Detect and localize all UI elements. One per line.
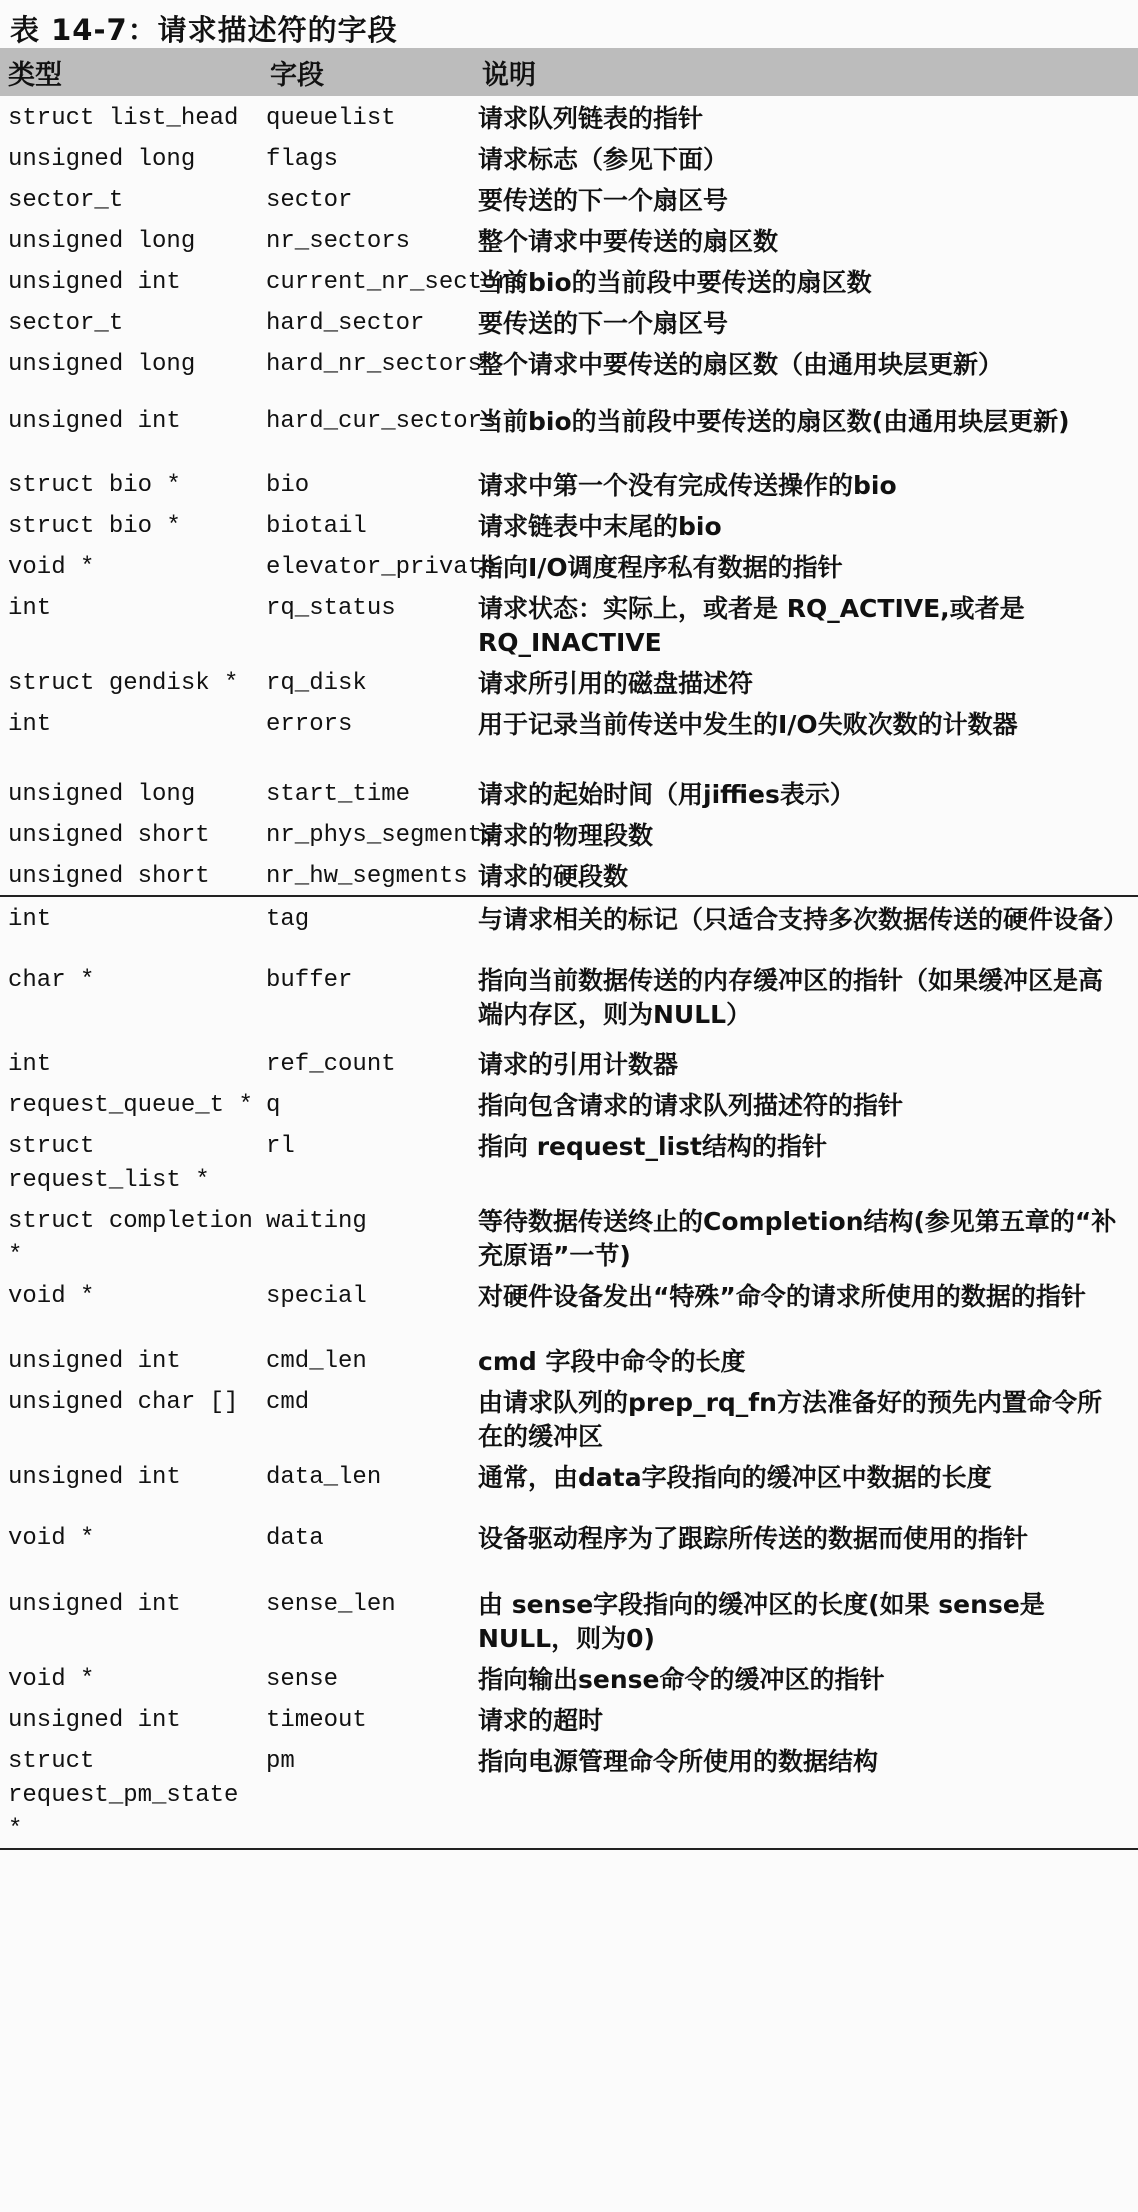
field-cell: ref_count bbox=[266, 1051, 396, 1078]
type-cell: unsigned short bbox=[8, 822, 210, 849]
desc-cell: 整个请求中要传送的扇区数 bbox=[478, 227, 779, 256]
desc-cell: 请求状态：实际上，或者是 RQ_ACTIVE,或者是 RQ_INACTIVE bbox=[478, 594, 1025, 657]
type-cell: unsigned long bbox=[8, 781, 196, 808]
table-row bbox=[0, 504, 1138, 545]
field-cell: hard_sector bbox=[266, 310, 425, 337]
field-cell: tag bbox=[262, 896, 474, 958]
desc-cell: 请求链表中末尾的bio bbox=[478, 512, 722, 541]
type-cell: unsigned long bbox=[8, 351, 196, 378]
type-cell: void * bbox=[8, 554, 95, 581]
table-row bbox=[0, 301, 1138, 342]
desc-cell: 要传送的下一个扇区号 bbox=[478, 309, 729, 338]
field-cell: data_len bbox=[266, 1464, 382, 1491]
field-cell: buffer bbox=[266, 967, 353, 994]
table-row bbox=[0, 1083, 1138, 1124]
desc-cell: 指向电源管理命令所使用的数据结构 bbox=[478, 1747, 879, 1776]
desc-cell: 由 sense字段指向的缓冲区的长度(如果 sense是 NULL，则为0) bbox=[478, 1590, 1045, 1653]
field-cell: cmd_len bbox=[266, 1348, 367, 1375]
type-cell: unsigned int bbox=[8, 1707, 181, 1734]
desc-cell: cmd 字段中命令的长度 bbox=[478, 1347, 746, 1376]
table-header-row bbox=[0, 48, 1138, 96]
field-cell: nr_hw_segments bbox=[266, 863, 468, 890]
field-cell: data bbox=[266, 1525, 324, 1552]
desc-cell: 指向输出sense命令的缓冲区的指针 bbox=[478, 1665, 885, 1694]
desc-cell: 整个请求中要传送的扇区数（由通用块层更新） bbox=[478, 350, 1004, 379]
table-row bbox=[0, 1124, 1138, 1199]
field-cell: cmd bbox=[266, 1389, 310, 1416]
table-row bbox=[0, 1380, 1138, 1455]
type-cell: unsigned int bbox=[8, 408, 181, 435]
field-cell: errors bbox=[266, 711, 353, 738]
table-row bbox=[0, 702, 1138, 772]
field-cell: flags bbox=[266, 146, 339, 173]
type-cell: int bbox=[8, 1051, 52, 1078]
field-cell: waiting bbox=[266, 1208, 367, 1235]
table-row bbox=[0, 342, 1138, 399]
table-row bbox=[0, 958, 1138, 1042]
table-row bbox=[0, 178, 1138, 219]
table-row bbox=[0, 586, 1138, 661]
table-row bbox=[0, 1274, 1138, 1339]
field-cell: nr_sectors bbox=[266, 228, 411, 255]
desc-cell: 要传送的下一个扇区号 bbox=[478, 186, 729, 215]
type-cell: int bbox=[0, 896, 262, 958]
field-cell: sense bbox=[266, 1666, 339, 1693]
field-cell: sense_len bbox=[266, 1591, 396, 1618]
table-row bbox=[0, 137, 1138, 178]
type-cell: int bbox=[8, 595, 52, 622]
table-row bbox=[0, 661, 1138, 702]
type-cell: struct request_pm_state * bbox=[8, 1748, 239, 1843]
type-cell: int bbox=[8, 711, 52, 738]
type-cell: unsigned int bbox=[8, 1591, 181, 1618]
field-cell: current_nr_sectors bbox=[266, 269, 526, 296]
desc-cell: 请求的引用计数器 bbox=[478, 1050, 679, 1079]
field-cell: pm bbox=[266, 1748, 295, 1775]
type-cell: unsigned int bbox=[8, 1464, 181, 1491]
desc-cell: 请求的硬段数 bbox=[478, 862, 629, 891]
type-cell: unsigned short bbox=[8, 863, 210, 890]
type-cell: struct request_list * bbox=[8, 1133, 210, 1194]
desc-cell: 用于记录当前传送中发生的I/O失败次数的计数器 bbox=[478, 710, 1018, 739]
type-cell: request_queue_t * bbox=[8, 1092, 253, 1119]
field-cell: bio bbox=[266, 472, 310, 499]
desc-cell: 与请求相关的标记（只适合支持多次数据传送的硬件设备） bbox=[474, 896, 1138, 958]
table-row bbox=[0, 854, 1138, 896]
table-row bbox=[0, 1516, 1138, 1582]
field-cell: rq_disk bbox=[266, 670, 367, 697]
table-row bbox=[0, 545, 1138, 586]
desc-cell: 指向I/O调度程序私有数据的指针 bbox=[478, 553, 843, 582]
table-caption: 表 14-7：请求描述符的字段 bbox=[10, 13, 398, 47]
table-row bbox=[0, 1698, 1138, 1739]
table-row bbox=[0, 1199, 1138, 1274]
table-row bbox=[0, 1455, 1138, 1516]
type-cell: sector_t bbox=[8, 187, 124, 214]
desc-cell: 当前bio的当前段中要传送的扇区数(由通用块层更新) bbox=[478, 407, 1070, 436]
header-desc: 说明 bbox=[482, 59, 536, 91]
desc-cell: 通常，由data字段指向的缓冲区中数据的长度 bbox=[478, 1463, 992, 1492]
type-cell: struct bio * bbox=[8, 513, 181, 540]
desc-cell: 当前bio的当前段中要传送的扇区数 bbox=[478, 268, 872, 297]
table-row bbox=[0, 399, 1138, 463]
type-cell: void * bbox=[8, 1666, 95, 1693]
field-cell: special bbox=[266, 1283, 367, 1310]
table-row bbox=[0, 1739, 1138, 1849]
type-cell: unsigned long bbox=[8, 228, 196, 255]
table-row bbox=[0, 896, 1138, 958]
type-cell: char * bbox=[8, 967, 95, 994]
table-row bbox=[0, 260, 1138, 301]
type-cell: struct completion * bbox=[8, 1208, 253, 1269]
type-cell: sector_t bbox=[8, 310, 124, 337]
field-cell: hard_cur_sectors bbox=[266, 408, 497, 435]
field-cell: biotail bbox=[266, 513, 367, 540]
desc-cell: 对硬件设备发出“特殊”命令的请求所使用的数据的指针 bbox=[478, 1282, 1086, 1311]
type-cell: unsigned int bbox=[8, 1348, 181, 1375]
request-descriptor-table bbox=[0, 48, 1138, 1850]
type-cell: unsigned int bbox=[8, 269, 181, 296]
field-cell: start_time bbox=[266, 781, 411, 808]
desc-cell: 指向包含请求的请求队列描述符的指针 bbox=[478, 1091, 904, 1120]
table-row bbox=[0, 1657, 1138, 1698]
field-cell: elevator_private bbox=[266, 554, 497, 581]
desc-cell: 请求中第一个没有完成传送操作的bio bbox=[478, 471, 897, 500]
desc-cell: 指向 request_list结构的指针 bbox=[478, 1132, 827, 1161]
desc-cell: 请求所引用的磁盘描述符 bbox=[478, 669, 754, 698]
table-row bbox=[0, 772, 1138, 813]
type-cell: struct gendisk * bbox=[8, 670, 239, 697]
field-cell: rl bbox=[266, 1133, 295, 1160]
field-cell: queuelist bbox=[266, 105, 396, 132]
field-cell: timeout bbox=[266, 1707, 367, 1734]
type-cell: unsigned char [] bbox=[8, 1389, 239, 1416]
table-row bbox=[0, 96, 1138, 137]
desc-cell: 设备驱动程序为了跟踪所传送的数据而使用的指针 bbox=[478, 1524, 1029, 1553]
type-cell: struct list_head bbox=[8, 105, 239, 132]
table-row bbox=[0, 1339, 1138, 1380]
table-row bbox=[0, 463, 1138, 504]
field-cell: rq_status bbox=[266, 595, 396, 622]
field-cell: q bbox=[266, 1092, 281, 1119]
desc-cell: 由请求队列的prep_rq_fn方法准备好的预先内置命令所在的缓冲区 bbox=[478, 1388, 1102, 1451]
desc-cell: 请求标志（参见下面） bbox=[478, 145, 729, 174]
field-cell: nr_phys_segments bbox=[266, 822, 497, 849]
desc-cell: 请求的超时 bbox=[478, 1706, 604, 1735]
desc-cell: 请求队列链表的指针 bbox=[478, 104, 704, 133]
field-cell: sector bbox=[266, 187, 353, 214]
desc-cell: 请求的物理段数 bbox=[478, 821, 654, 850]
table-row bbox=[0, 1582, 1138, 1657]
type-cell: struct bio * bbox=[8, 472, 181, 499]
desc-cell: 请求的起始时间（用jiffies表示） bbox=[478, 780, 855, 809]
table-row bbox=[0, 813, 1138, 854]
desc-cell: 指向当前数据传送的内存缓冲区的指针（如果缓冲区是高端内存区，则为NULL） bbox=[478, 966, 1104, 1029]
type-cell: unsigned long bbox=[8, 146, 196, 173]
header-field: 字段 bbox=[270, 59, 324, 91]
type-cell: void * bbox=[8, 1283, 95, 1310]
table-row bbox=[0, 219, 1138, 260]
desc-cell: 等待数据传送终止的Completion结构(参见第五章的“补充原语”一节) bbox=[478, 1207, 1117, 1270]
type-cell: void * bbox=[8, 1525, 95, 1552]
table-row bbox=[0, 1042, 1138, 1083]
field-cell: hard_nr_sectors bbox=[266, 351, 483, 378]
header-type: 类型 bbox=[8, 59, 62, 91]
